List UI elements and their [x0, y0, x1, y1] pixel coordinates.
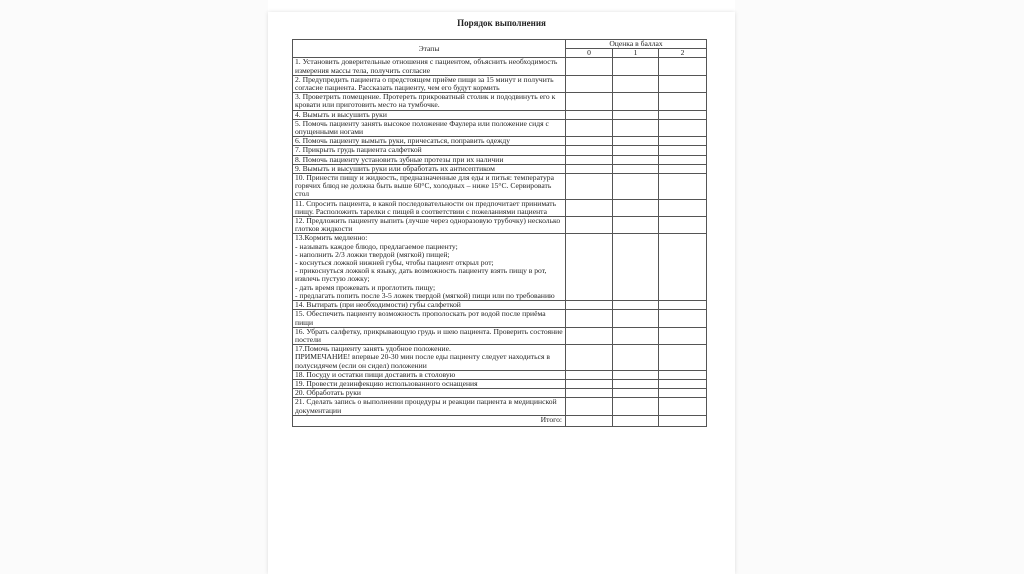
- score-cell-1: [613, 174, 659, 200]
- score-cell-1: [613, 155, 659, 164]
- score-cell-1: [613, 217, 659, 234]
- step-row: [293, 146, 707, 155]
- step-text: 2. Предупредить пациента о предстоящем приёме пищи за 15 минут и получить согласие пациента. Рассказать пациенту, чем его будут кормить: [293, 75, 566, 92]
- score-cell-1: [613, 75, 659, 92]
- score-cell-0: [566, 110, 613, 119]
- step-text: 15. Обеспечить пациенту возможность прополоскать рот водой после приёма пищи: [293, 310, 566, 327]
- score-cell-1: [613, 370, 659, 379]
- score-cell-2: [659, 58, 707, 75]
- score-cell-1: [613, 58, 659, 75]
- score-cell-2: [659, 327, 707, 344]
- score-header: Оценка в баллах: [566, 40, 707, 49]
- score-cell-0: [566, 370, 613, 379]
- step-row: [293, 155, 707, 164]
- score-cell-1: [613, 301, 659, 310]
- score-cell-0: [566, 217, 613, 234]
- step-row: [293, 110, 707, 119]
- document-title: Порядок выполнения: [457, 18, 546, 28]
- score-cell-2: [659, 110, 707, 119]
- score-cell-1: [613, 146, 659, 155]
- step-text: 13.Кормить медленно: - называть каждое блюдо, предлагаемое пациенту; - наполнить 2/3 ложки твердой (мягкой) пищей; - коснуться ложкой нижней губы, чтобы пациент открыл рот; - прикоснуться ложкой к языку, дать возможность пациенту взять пищу в рот, извлечь пустую ложку; - дать время прожевать и проглотить пищу; - предлагать попить после 3-5 ложек твердой (мягкой) пищи или по требованию: [293, 234, 566, 301]
- score-cell-1: [613, 110, 659, 119]
- score-cell-0: [566, 75, 613, 92]
- score-cell-2: [659, 217, 707, 234]
- step-row: [293, 301, 707, 310]
- score-cell-2: [659, 146, 707, 155]
- procedure-table: [292, 39, 707, 427]
- step-row: [293, 137, 707, 146]
- step-text: 5. Помочь пациенту занять высокое положение Фаулера или положение сидя с опущенными ногами: [293, 119, 566, 136]
- step-row: [293, 389, 707, 398]
- step-text: 12. Предложить пациенту выпить (лучше через одноразовую трубочку) несколько глотков жидкости: [293, 217, 566, 234]
- score-cell-0: [566, 379, 613, 388]
- score-cell-1: [613, 234, 659, 301]
- score-cell-1: [613, 398, 659, 415]
- score-cell-2: [659, 93, 707, 110]
- score-cell-2: [659, 398, 707, 415]
- score-cell-1: [613, 379, 659, 388]
- score-cell-2: [659, 234, 707, 301]
- score-cell-2: [659, 164, 707, 173]
- score-cell-0: [566, 327, 613, 344]
- step-row: [293, 345, 707, 371]
- step-text: 8. Помочь пациенту установить зубные протезы при их наличии: [293, 155, 566, 164]
- total-score-0: [566, 415, 613, 426]
- step-text: 21. Сделать запись о выполнении процедуры и реакции пациента в медицинской документации: [293, 398, 566, 415]
- step-row: [293, 93, 707, 110]
- step-row: [293, 164, 707, 173]
- step-text: 10. Принести пищу и жидкость, предназначенные для еды и питья: температура горячих блюд не должна быть выше 60°С, холодных – ниже 15°С. Сервировать стол: [293, 174, 566, 200]
- score-cell-1: [613, 199, 659, 216]
- step-row: [293, 58, 707, 75]
- step-row: [293, 75, 707, 92]
- score-cell-0: [566, 174, 613, 200]
- score-cell-0: [566, 58, 613, 75]
- score-cell-0: [566, 155, 613, 164]
- step-text: 6. Помочь пациенту вымыть руки, причесаться, поправить одежду: [293, 137, 566, 146]
- score-cell-0: [566, 234, 613, 301]
- score-cell-0: [566, 199, 613, 216]
- step-text: 20. Обработать руки: [293, 389, 566, 398]
- score-col-2: 2: [659, 49, 707, 58]
- step-row: [293, 310, 707, 327]
- score-cell-1: [613, 310, 659, 327]
- score-cell-1: [613, 119, 659, 136]
- right-background: [735, 0, 1024, 574]
- step-row: [293, 174, 707, 200]
- step-text: 17.Помочь пациенту занять удобное положение. ПРИМЕЧАНИЕ! впервые 20-30 мин после еды пациенту следует находиться в полусидячем (если он сидел) положении: [293, 345, 566, 371]
- document-page: [268, 12, 735, 574]
- score-cell-2: [659, 379, 707, 388]
- score-cell-2: [659, 137, 707, 146]
- score-cell-2: [659, 119, 707, 136]
- score-cell-0: [566, 345, 613, 371]
- score-cell-0: [566, 389, 613, 398]
- step-row: [293, 234, 707, 301]
- step-text: 3. Проветрить помещение. Протереть прикроватный столик и пододвинуть его к кровати или приготовить место на тумбочке.: [293, 93, 566, 110]
- steps-body: [293, 58, 707, 415]
- step-text: 7. Прикрыть грудь пациента салфеткой: [293, 146, 566, 155]
- step-row: [293, 370, 707, 379]
- step-row: [293, 199, 707, 216]
- score-cell-1: [613, 93, 659, 110]
- score-cell-1: [613, 137, 659, 146]
- total-label: Итого:: [293, 415, 566, 426]
- score-cell-2: [659, 345, 707, 371]
- score-cell-0: [566, 301, 613, 310]
- step-text: 19. Провести дезинфекцию использованного оснащения: [293, 379, 566, 388]
- step-row: [293, 217, 707, 234]
- step-row: [293, 398, 707, 415]
- score-col-1: 1: [613, 49, 659, 58]
- step-row: [293, 379, 707, 388]
- score-col-0: 0: [566, 49, 613, 58]
- score-cell-2: [659, 389, 707, 398]
- stages-header: Этапы: [293, 40, 566, 58]
- score-cell-1: [613, 327, 659, 344]
- step-text: 11. Спросить пациента, в какой последовательности он предпочитает принимать пищу. Расположить тарелки с пищей в соответствии с пожеланиями пациента: [293, 199, 566, 216]
- score-cell-0: [566, 93, 613, 110]
- score-cell-1: [613, 345, 659, 371]
- step-text: 9. Вымыть и высушить руки или обработать их антисептиком: [293, 164, 566, 173]
- score-cell-2: [659, 75, 707, 92]
- step-row: [293, 119, 707, 136]
- step-text: 1. Установить доверительные отношения с пациентом, объяснить необходимость измерения массы тела, получить согласие: [293, 58, 566, 75]
- left-background: [0, 0, 268, 574]
- header-row: [293, 40, 707, 49]
- score-cell-1: [613, 164, 659, 173]
- score-cell-2: [659, 199, 707, 216]
- score-cell-0: [566, 119, 613, 136]
- total-row: [293, 415, 707, 426]
- score-cell-1: [613, 389, 659, 398]
- step-row: [293, 327, 707, 344]
- score-cell-2: [659, 310, 707, 327]
- score-cell-0: [566, 137, 613, 146]
- score-cell-0: [566, 398, 613, 415]
- score-cell-0: [566, 164, 613, 173]
- score-cell-0: [566, 310, 613, 327]
- score-cell-2: [659, 174, 707, 200]
- step-text: 18. Посуду и остатки пищи доставить в столовую: [293, 370, 566, 379]
- step-text: 4. Вымыть и высушить руки: [293, 110, 566, 119]
- score-cell-2: [659, 155, 707, 164]
- total-score-2: [659, 415, 707, 426]
- step-text: 16. Убрать салфетку, прикрывающую грудь и шею пациента. Проверить состояние постели: [293, 327, 566, 344]
- score-cell-2: [659, 370, 707, 379]
- score-cell-2: [659, 301, 707, 310]
- step-text: 14. Вытирать (при необходимости) губы салфеткой: [293, 301, 566, 310]
- total-score-1: [613, 415, 659, 426]
- score-cell-0: [566, 146, 613, 155]
